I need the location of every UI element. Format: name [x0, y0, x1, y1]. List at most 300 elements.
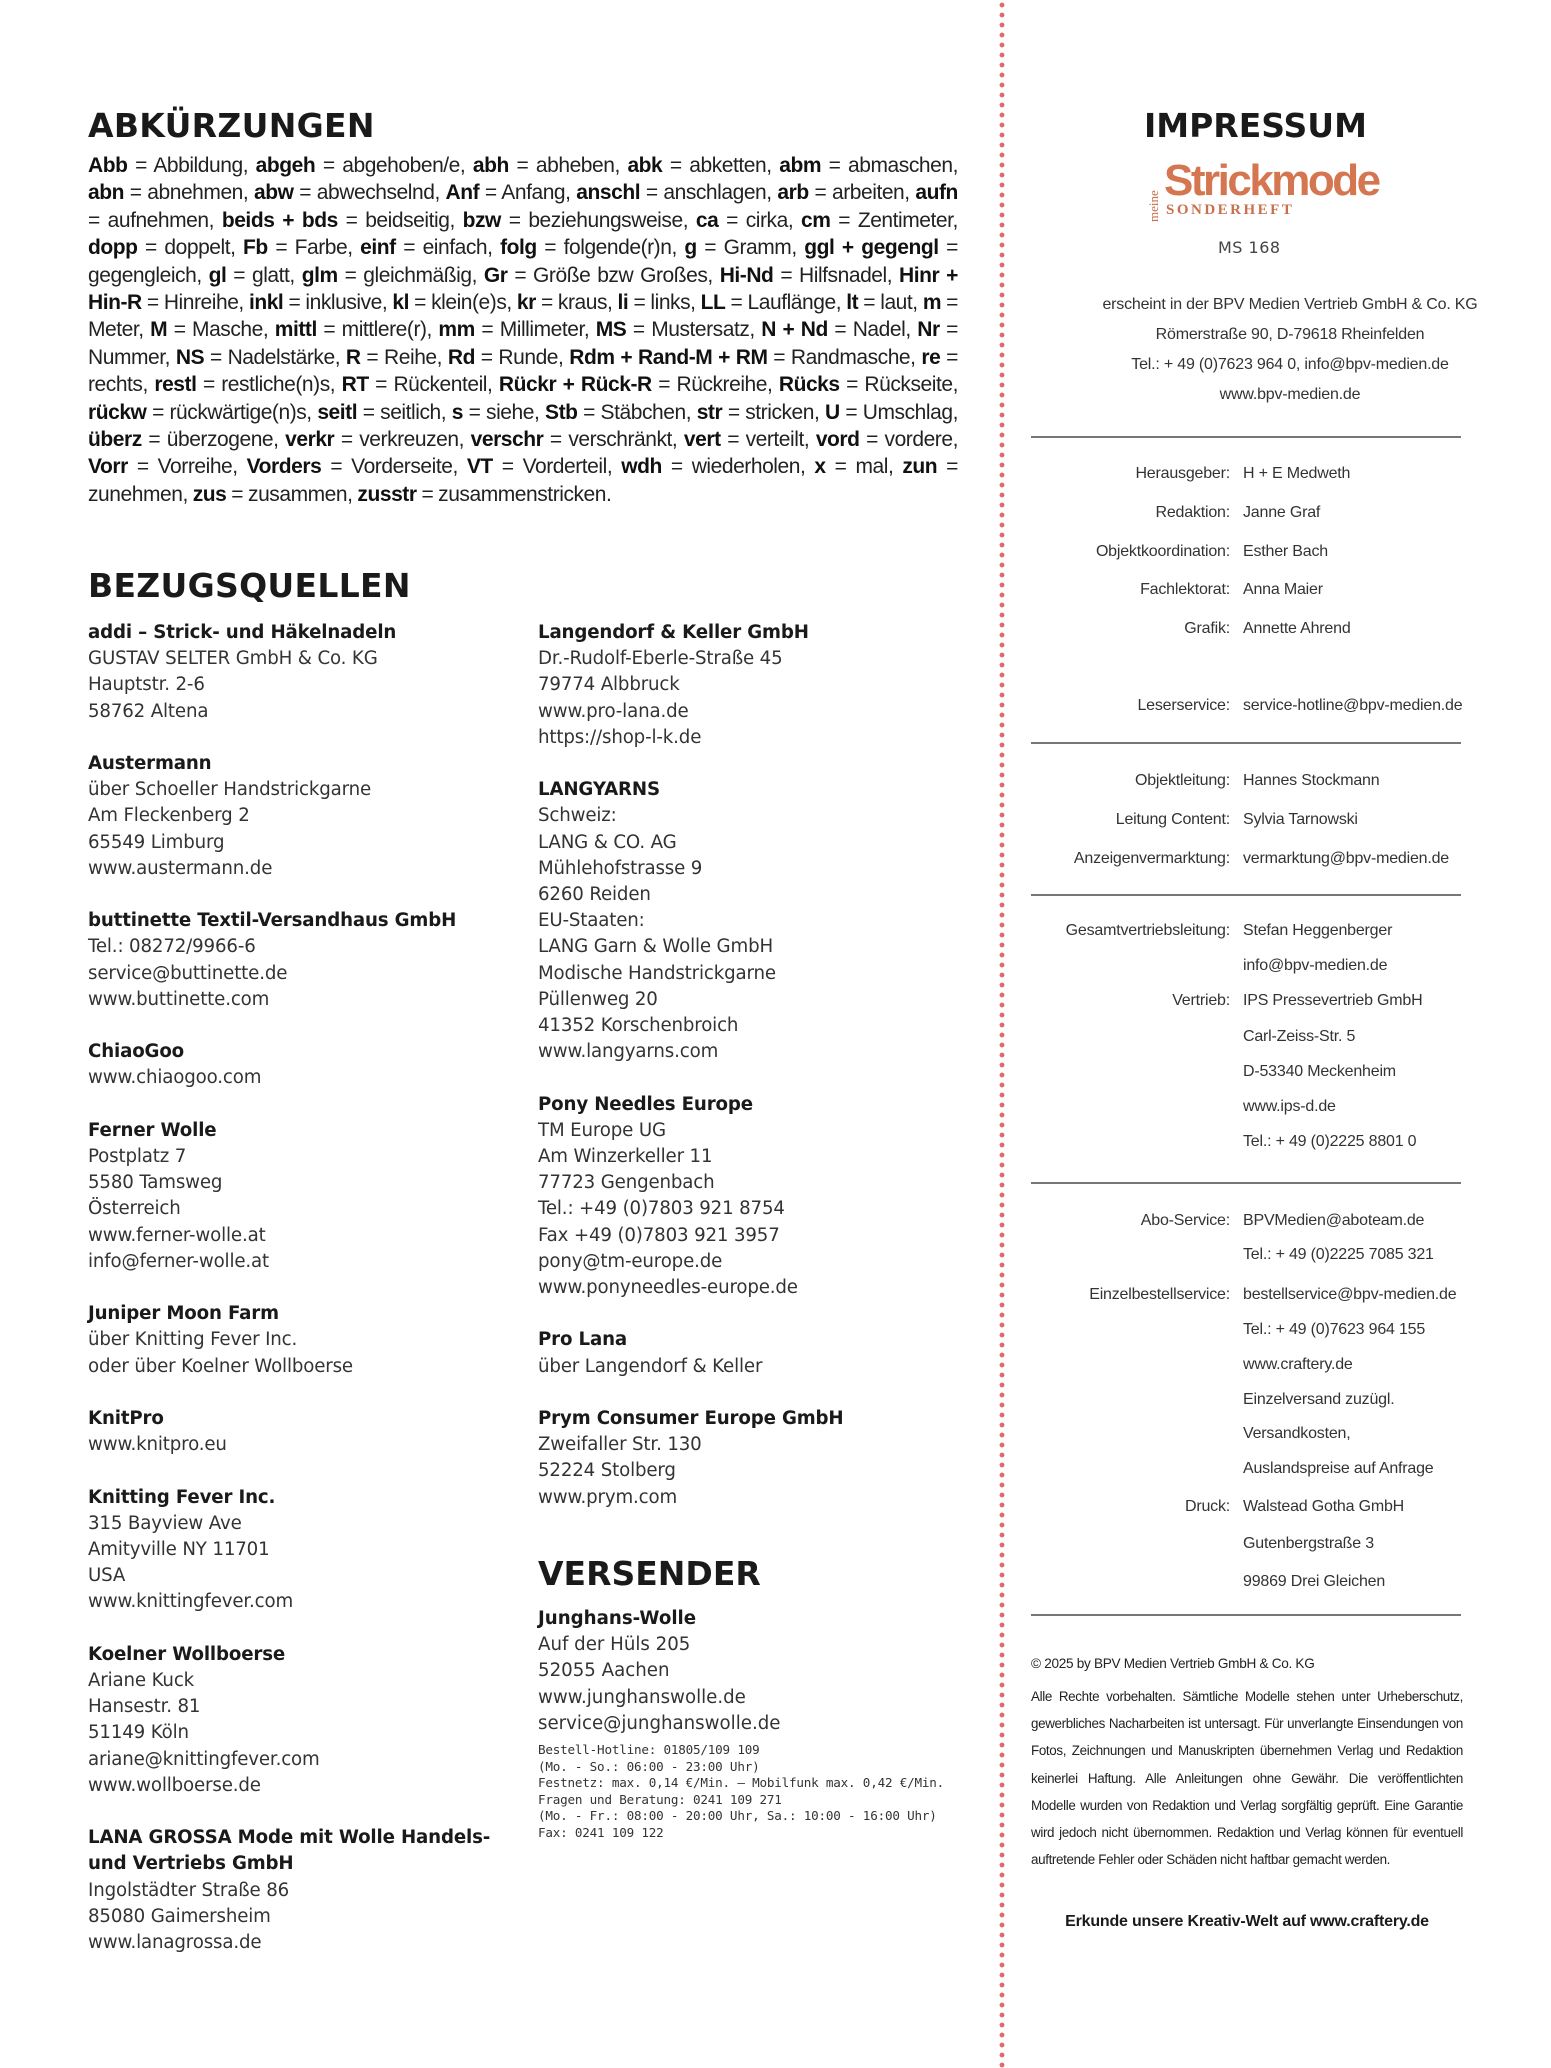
abbr-meaning: Abbildung — [153, 154, 243, 177]
supplier-link[interactable]: info@ferner-wolle.at — [88, 1250, 269, 1272]
abbr-meaning: einfach — [422, 236, 488, 260]
supplier-name: Austermann — [88, 753, 212, 774]
publisher-website[interactable]: www.bpv-medien.de — [1219, 386, 1361, 403]
supplier-link[interactable]: www.pro-lana.de — [538, 700, 689, 722]
abbr-term: Hi-Nd — [719, 263, 774, 287]
abbr-term: abgeh — [255, 154, 316, 177]
abbr-term: str — [696, 400, 723, 424]
abbr-meaning: vordere — [884, 428, 953, 452]
abbr-term: LL — [700, 291, 726, 315]
abbr-meaning: stricken — [745, 400, 815, 424]
abbr-meaning: Nadel — [852, 318, 906, 342]
supplier-entry — [538, 1092, 958, 1302]
abbr-meaning: abheben — [535, 154, 615, 177]
supplier-name: Knitting Fever Inc. — [88, 1486, 276, 1508]
abbr-meaning: abketten — [689, 154, 767, 177]
abkuerzungen-heading: ABKÜRZUNGEN — [88, 106, 375, 145]
supplier-line: 52224 Stolberg — [538, 1460, 676, 1482]
supplier-line: GUSTAV SELTER GmbH & Co. KG — [88, 648, 378, 670]
impressum-value: Annette Ahrend — [1243, 620, 1351, 638]
impressum-row — [1031, 1028, 1531, 1050]
abbr-meaning: Hilfsnadel — [799, 263, 887, 287]
abbr-meaning: Randmasche — [790, 345, 911, 369]
impressum-heading: IMPRESSUM — [1144, 106, 1367, 145]
hotline-line: (Mo. - So.: 06:00 - 23:00 Uhr) — [538, 1758, 760, 1774]
impressum-link[interactable]: www.craftery.de — [1243, 1356, 1353, 1373]
abbr-meaning: Reihe — [384, 345, 437, 369]
impressum-row — [1031, 1063, 1531, 1085]
abbr-meaning: zunehmen — [88, 482, 183, 506]
abbr-term: Rd — [447, 345, 475, 369]
abbr-term: Abb — [88, 154, 128, 177]
supplier-line: LANG & CO. AG — [538, 831, 677, 853]
impressum-row — [1031, 1573, 1531, 1595]
abbr-term: Vorr — [88, 455, 128, 479]
supplier-line: TM Europe UG — [538, 1119, 666, 1141]
abbr-meaning: abnehmen — [147, 181, 243, 205]
abbr-term: x — [814, 455, 826, 479]
abbr-meaning: glatt — [251, 263, 290, 287]
abbr-meaning: arbeiten — [832, 181, 905, 205]
impressum-row — [1031, 1098, 1531, 1120]
supplier-line: über Knitting Fever Inc. — [88, 1329, 298, 1351]
abbr-meaning: Masche — [192, 318, 263, 342]
divider — [1031, 894, 1461, 896]
abbr-meaning: gleichmäßig — [363, 263, 472, 287]
hotline-line: Fax: 0241 109 122 — [538, 1824, 664, 1840]
abbr-term: rückw — [88, 400, 147, 424]
impressum-row — [1031, 1356, 1531, 1378]
abbr-term: verkr — [285, 428, 335, 452]
abbr-term: inkl — [248, 291, 284, 315]
supplier-entry — [88, 908, 508, 1013]
abbr-term: re — [921, 345, 941, 369]
abbr-term: NS — [175, 345, 205, 369]
supplier-entry — [538, 777, 958, 1065]
supplier-line: EU-Staaten: — [538, 910, 645, 932]
divider — [1031, 742, 1461, 744]
abbr-term: Vorders — [246, 455, 322, 479]
copyright-notice: © 2025 by BPV Medien Vertrieb GmbH & Co. KG — [1031, 1656, 1315, 1671]
supplier-entry — [88, 1039, 508, 1091]
abbr-meaning: Rückreihe — [676, 373, 767, 397]
abbr-term: bzw — [462, 208, 501, 232]
abbr-term: ggl + gegengl — [804, 236, 939, 260]
abbr-term: beids + bds — [221, 208, 338, 232]
suppliers-column-b — [538, 620, 958, 1537]
supplier-name: Prym Consumer Europe GmbH — [538, 1408, 844, 1430]
abbr-meaning: aufnehmen — [107, 208, 209, 232]
supplier-line: Tel.: 08272/9966-6 — [88, 936, 256, 958]
abbr-term: Anf — [445, 181, 480, 205]
abbr-term: abk — [627, 154, 663, 177]
supplier-name: LANGYARNS — [538, 779, 660, 801]
hotline-line: Bestell-Hotline: 01805/109 109 — [538, 1742, 760, 1757]
dotted-divider — [998, 0, 1006, 2068]
supplier-entry — [538, 1327, 958, 1379]
supplier-line: 6260 Reiden — [538, 884, 651, 906]
supplier-line: 77723 Gengenbach — [538, 1172, 715, 1194]
abbr-term: mm — [438, 318, 475, 342]
supplier-name: buttinette Textil-Versandhaus GmbH — [88, 910, 457, 932]
impressum-label: Gesamtvertriebsleitung: — [1065, 922, 1230, 939]
abbr-meaning: abwechselnd — [316, 181, 435, 205]
abbr-meaning: Mustersatz — [651, 318, 750, 342]
supplier-line: Am Fleckenberg 2 — [88, 805, 250, 827]
abbr-term: vert — [683, 428, 721, 452]
impressum-row — [1031, 957, 1531, 979]
supplier-link[interactable]: www.langyarns.com — [538, 1041, 719, 1063]
supplier-entry — [88, 1406, 508, 1458]
impressum-label: Fachlektorat: — [1140, 581, 1230, 599]
abbr-term: abm — [779, 154, 822, 177]
supplier-link[interactable]: www.knittingfever.com — [88, 1591, 294, 1613]
abbr-meaning: laut — [880, 291, 913, 315]
supplier-line: über Langendorf & Keller — [538, 1355, 763, 1377]
impressum-row — [1031, 811, 1531, 833]
abbr-meaning: zusammenstricken — [438, 482, 607, 506]
versender-line: 52055 Aachen — [538, 1660, 670, 1682]
impressum-row — [1031, 1212, 1531, 1234]
impressum-value: Versandkosten, — [1243, 1425, 1351, 1442]
abbr-term: restl — [154, 373, 197, 397]
supplier-name: Pony Needles Europe — [538, 1093, 753, 1115]
abbr-term: zusstr — [357, 482, 417, 506]
abbr-term: wdh — [621, 455, 662, 479]
supplier-link[interactable]: www.chiaogoo.com — [88, 1067, 262, 1089]
versender-hotline — [538, 1742, 958, 1842]
abbr-meaning: rückwärtige(n)s — [169, 400, 307, 424]
abbr-term: U — [825, 400, 840, 424]
abbr-meaning: Vorderteil — [522, 455, 607, 479]
abbr-term: MS — [595, 318, 627, 342]
supplier-link[interactable]: www.buttinette.com — [88, 988, 270, 1010]
abbr-meaning: Zentimeter — [857, 208, 953, 232]
abbr-meaning: abgehoben/e — [342, 154, 460, 177]
publisher-line: Römerstraße 90, D-79618 Rheinfelden — [1155, 326, 1425, 343]
impressum-value: Tel.: + 49 (0)2225 7085 321 — [1243, 1246, 1434, 1263]
supplier-line: 51149 Köln — [88, 1722, 189, 1744]
abbr-term: cm — [800, 208, 831, 232]
impressum-label: Objektkoordination: — [1095, 542, 1230, 560]
impressum-row — [1031, 465, 1531, 487]
supplier-name: Langendorf & Keller GmbH — [538, 622, 809, 643]
supplier-link[interactable]: service@buttinette.de — [88, 962, 288, 984]
logo-strickmode: Strickmode — [1164, 156, 1379, 205]
abbr-meaning: klein(e)s — [431, 291, 507, 315]
supplier-name: addi – Strick- und Häkelnadeln — [88, 622, 397, 643]
supplier-name: Juniper Moon Farm — [88, 1303, 279, 1325]
abbr-meaning: links — [650, 291, 691, 315]
abbr-term: Rdm + Rand-M + RM — [569, 345, 768, 369]
abbr-meaning: Umschlag — [862, 400, 953, 424]
supplier-line: Ariane Kuck — [88, 1670, 195, 1691]
impressum-value: 99869 Drei Gleichen — [1243, 1573, 1386, 1590]
impressum-label: Leitung Content: — [1115, 811, 1230, 828]
supplier-line: 315 Bayview Ave — [88, 1512, 242, 1534]
divider — [1031, 436, 1461, 438]
versender-line: Auf der Hüls 205 — [538, 1634, 691, 1656]
impressum-label: Herausgeber: — [1135, 465, 1230, 482]
abbr-meaning: Rückseite — [864, 373, 953, 397]
abbr-meaning: Stäbchen — [600, 400, 686, 424]
impressum-value: IPS Pressevertrieb GmbH — [1243, 992, 1423, 1010]
supplier-entry — [538, 620, 958, 751]
impressum-label: Einzelbestellservice: — [1089, 1286, 1230, 1303]
supplier-line: Österreich — [88, 1198, 181, 1220]
abbr-meaning: verkreuzen — [359, 428, 459, 452]
impressum-row — [1031, 504, 1531, 526]
abbr-term: kl — [392, 291, 410, 315]
abbr-meaning: inklusive — [305, 291, 382, 315]
abbr-meaning: Gramm — [723, 236, 792, 260]
supplier-line: Amityville NY 11701 — [88, 1539, 270, 1560]
abbr-term: überz — [88, 428, 142, 452]
supplier-line: Tel.: +49 (0)7803 921 8754 — [538, 1198, 785, 1220]
supplier-line: Modische Handstrickgarne — [538, 962, 776, 984]
impressum-value: Auslandspreise auf Anfrage — [1243, 1460, 1434, 1477]
supplier-entry — [88, 1118, 508, 1275]
abbr-meaning: überzogene — [166, 428, 274, 452]
impressum-row — [1031, 1425, 1531, 1447]
supplier-entry — [88, 1301, 508, 1380]
abbr-term: abh — [472, 154, 509, 177]
abbr-term: Stb — [545, 400, 578, 424]
impressum-row — [1031, 1246, 1531, 1268]
abbr-term: Nr — [917, 318, 940, 342]
supplier-line: Fax +49 (0)7803 921 3957 — [538, 1224, 780, 1246]
supplier-line: Hansestr. 81 — [88, 1696, 201, 1718]
divider — [1031, 1182, 1461, 1184]
versender-email[interactable]: service@junghanswolle.de — [538, 1712, 781, 1734]
supplier-line: 5580 Tamsweg — [88, 1172, 223, 1194]
supplier-line: 79774 Albbruck — [538, 674, 680, 696]
impressum-row — [1031, 1321, 1531, 1343]
supplier-line: Hauptstr. 2-6 — [88, 674, 205, 696]
supplier-name: Pro Lana — [538, 1329, 628, 1351]
supplier-name: LANA GROSSA Mode mit Wolle Handels- und Vertriebs GmbH — [88, 1827, 491, 1875]
supplier-line: Püllenweg 20 — [538, 988, 658, 1010]
divider — [1031, 1614, 1461, 1616]
supplier-entry — [88, 751, 508, 882]
supplier-line: 65549 Limburg — [88, 831, 225, 853]
supplier-name: Koelner Wollboerse — [88, 1643, 286, 1665]
supplier-link[interactable]: www.wollboerse.de — [88, 1774, 261, 1796]
impressum-link[interactable]: info@bpv-medien.de — [1243, 957, 1388, 975]
abbr-term: g — [684, 236, 697, 260]
publisher-line: Tel.: + 49 (0)7623 964 0, info@bpv-medien.de — [1131, 356, 1449, 373]
impressum-value: Janne Graf — [1243, 503, 1321, 521]
abbr-term: N + Nd — [761, 318, 828, 342]
impressum-value: D-53340 Meckenheim — [1243, 1062, 1396, 1080]
supplier-line: 41352 Korschenbroich — [538, 1015, 739, 1037]
abbr-meaning: Hinreihe — [163, 291, 239, 315]
abbr-meaning: restliche(n)s — [221, 373, 330, 397]
supplier-line: Am Winzerkeller 11 — [538, 1146, 713, 1168]
logo-sonderheft: SONDERHEFT — [1166, 202, 1295, 218]
impressum-row — [1031, 620, 1531, 642]
abbr-term: RT — [341, 373, 369, 397]
abbr-meaning: zusammen — [248, 482, 348, 506]
abbr-term: Rücks — [778, 373, 840, 397]
abbr-meaning: Millimeter — [499, 318, 584, 342]
supplier-link[interactable]: https://shop-l-k.de — [538, 726, 702, 748]
abbr-term: Gr — [483, 263, 508, 287]
impressum-row — [1031, 850, 1531, 872]
impressum-value: Sylvia Tarnowski — [1243, 811, 1358, 828]
issue-number: MS 168 — [1218, 238, 1281, 257]
legal-notice: Alle Rechte vorbehalten. Sämtliche Modelle stehen unter Urheberschutz, gewerbliches Nacharbeiten ist untersagt. Für unverlangte Einsendungen von Fotos, Zeichnungen und Manuskripten übernehmen Verlag und Redaktion keinerlei Haftung. Alle Anleitungen ohne Gewähr. Die veröffentlichten Modelle wurden von Redaktion und Verlag sorgfältig geprüft. Eine Garantie wird jedoch nicht übernommen. Redaktion und Verlag können für eventuell auftretende Fehler oder Schäden nicht haftbar gemacht werden. — [1031, 1689, 1463, 1868]
supplier-link[interactable]: www.lanagrossa.de — [88, 1932, 262, 1954]
impressum-label: Vertrieb: — [1172, 992, 1230, 1010]
craftery-footer[interactable]: Erkunde unsere Kreativ-Welt auf www.craftery.de — [1065, 1913, 1429, 1930]
impressum-value: Carl-Zeiss-Str. 5 — [1243, 1027, 1356, 1045]
impressum-value: H + E Medweth — [1243, 465, 1351, 482]
impressum-row — [1031, 697, 1531, 719]
supplier-link[interactable]: www.ponyneedles-europe.de — [538, 1277, 798, 1299]
impressum-label: Grafik: — [1184, 620, 1230, 638]
logo-meine: meine — [1146, 190, 1161, 222]
supplier-link[interactable]: www.knitpro.eu — [88, 1434, 227, 1456]
supplier-line: Schweiz: — [538, 805, 617, 827]
impressum-value: Esther Bach — [1243, 542, 1328, 560]
abbr-meaning: rechts — [88, 373, 143, 397]
abbr-term: aufn — [915, 181, 958, 205]
supplier-line: über Schoeller Handstrickgarne — [88, 779, 372, 801]
abbr-term: VT — [466, 455, 493, 479]
supplier-line: USA — [88, 1565, 126, 1587]
abbr-term: vord — [815, 428, 860, 452]
abbr-meaning: beziehungsweise — [528, 208, 683, 232]
abbr-term: kr — [516, 291, 536, 315]
abbr-meaning: Runde — [498, 345, 559, 369]
supplier-entry — [88, 620, 508, 725]
impressum-label: Anzeigenvermarktung: — [1073, 850, 1230, 867]
abbr-term: zus — [192, 482, 227, 506]
supplier-entry — [88, 1642, 508, 1799]
versender-name: Junghans-Wolle — [538, 1608, 697, 1629]
supplier-link[interactable]: www.austermann.de — [88, 857, 273, 879]
versender-heading: VERSENDER — [538, 1554, 761, 1593]
abbr-meaning: kraus — [557, 291, 608, 315]
abbr-meaning: siehe — [486, 400, 534, 424]
abbr-meaning: Größe bzw Großes — [533, 263, 708, 287]
impressum-row — [1031, 1460, 1531, 1482]
hotline-line: Festnetz: max. 0,14 €/Min. – Mobilfunk max. 0,42 €/Min. — [538, 1775, 945, 1791]
impressum-value: Tel.: + 49 (0)7623 964 155 — [1243, 1321, 1426, 1338]
supplier-entry — [88, 1485, 508, 1616]
supplier-link[interactable]: ariane@knittingfever.com — [88, 1748, 320, 1770]
abbr-term: Hinr + Hin-R — [88, 263, 958, 315]
abbr-meaning: Nadelstärke — [227, 345, 335, 369]
abbr-term: zun — [902, 455, 938, 479]
supplier-line: 85080 Gaimersheim — [88, 1905, 271, 1927]
impressum-label: Redaktion: — [1155, 503, 1230, 521]
hotline-line: Fragen und Beratung: 0241 109 271 — [538, 1791, 782, 1807]
abbr-meaning: Farbe — [294, 236, 348, 260]
versender-link[interactable]: www.junghanswolle.de — [538, 1686, 746, 1708]
impressum-value: Tel.: + 49 (0)2225 8801 0 — [1243, 1133, 1417, 1151]
hotline-line: (Mo. - Fr.: 08:00 - 20:00 Uhr, Sa.: 10:00 - 16:00 Uhr) — [538, 1808, 937, 1824]
impressum-value: Anna Maier — [1243, 581, 1323, 599]
impressum-row — [1031, 1535, 1531, 1557]
abbr-meaning: beidseitig — [365, 208, 450, 232]
impressum-row — [1031, 1391, 1531, 1413]
abkuerzungen-list: Abb = Abbildung, abgeh = abgehoben/e, abh = abheben, abk = abketten, abm = abmaschen, abn = abnehmen, abw = abwechselnd, Anf = Anfang, anschl = anschlagen, arb = arbeiten, aufn = aufnehmen, beids + bds = beidseitig, bzw = beziehungsweise, ca = cirka, cm = Zentimeter, dopp = doppelt, Fb = Farbe, einf = einfach, folg = folgende(r)n, g = Gramm, ggl + gegengl = gegengleich, gl = glatt, glm = gleichmäßig, Gr = Größe bzw Großes, Hi-Nd = Hilfsnadel, Hinr + Hin-R = Hinreihe, inkl = inklusive, kl = klein(e)s, kr = kraus, li = links, LL = Lauflänge, lt = laut, m = Meter, M = Masche, mittl = mittlere(r), mm = Millimeter, MS = Mustersatz, N + Nd = Nadel, Nr = Nummer, NS = Nadelstärke, R = Reihe, Rd = Runde, Rdm + Rand-M + RM = Randmasche, re = rechts, restl = restliche(n)s, RT = Rückenteil, Rückr + Rück-R = Rückreihe, Rücks = Rückseite, rückw = rückwärtige(n)s, seitl = seitlich, s = siehe, Stb = Stäbchen, str = stricken, U = Umschlag, überz = überzogene, verkr = verkreuzen, verschr = verschränkt, vert = verteilt, vord = vordere, Vorr = Vorreihe, Vorders = Vorderseite, VT = Vorderteil, wdh = wiederholen, x = mal, zun = zunehmen, zus = zusammen, zusstr = zusammenstricken. — [88, 154, 958, 506]
abbr-term: abw — [254, 181, 294, 205]
abbr-meaning: Anfang — [501, 181, 566, 205]
abbr-term: dopp — [88, 236, 138, 260]
supplier-name: KnitPro — [88, 1408, 164, 1429]
abbr-term: li — [617, 291, 629, 315]
abbr-meaning: Lauflänge — [747, 291, 836, 315]
abbr-term: m — [922, 291, 942, 315]
supplier-entry — [538, 1406, 958, 1511]
abbr-term: arb — [777, 181, 809, 205]
abbr-term: mittl — [274, 318, 317, 342]
abbr-meaning: mal — [855, 455, 888, 479]
impressum-label: Druck: — [1184, 1498, 1230, 1515]
impressum-link[interactable]: service-hotline@bpv-medien.de — [1243, 697, 1463, 714]
suppliers-column-a — [88, 620, 508, 1982]
abbr-term: einf — [360, 236, 396, 260]
abbr-meaning: anschlagen — [663, 181, 767, 205]
impressum-link[interactable]: BPVMedien@aboteam.de — [1243, 1212, 1425, 1229]
impressum-row — [1031, 1133, 1531, 1155]
supplier-link[interactable]: www.ferner-wolle.at — [88, 1224, 266, 1246]
abbr-meaning: gegengleich — [88, 263, 197, 287]
supplier-line: Mühlehofstrasse 9 — [538, 857, 703, 879]
impressum-link[interactable]: www.ips-d.de — [1243, 1098, 1336, 1115]
versender-address — [538, 1606, 958, 1737]
supplier-entry — [88, 1825, 508, 1956]
impressum-row — [1031, 1498, 1531, 1520]
impressum-label: Leserservice: — [1137, 697, 1230, 714]
abbr-term: verschr — [470, 428, 544, 452]
supplier-line: Postplatz 7 — [88, 1146, 187, 1167]
impressum-value: Walstead Gotha GmbH — [1243, 1498, 1405, 1515]
supplier-line: 58762 Altena — [88, 700, 209, 722]
impressum-link[interactable]: bestellservice@bpv-medien.de — [1243, 1286, 1457, 1303]
supplier-line: Dr.-Rudolf-Eberle-Straße 45 — [538, 648, 783, 670]
abbr-meaning: seitlich — [380, 400, 441, 424]
impressum-value: Stefan Heggenberger — [1243, 922, 1393, 939]
strickmode-logo — [1146, 156, 1379, 224]
abbr-term: s — [451, 400, 463, 424]
supplier-link[interactable]: www.prym.com — [538, 1486, 678, 1508]
impressum-label: Abo-Service: — [1140, 1212, 1230, 1229]
supplier-line: Ingolstädter Straße 86 — [88, 1879, 290, 1901]
abbr-meaning: Vorderseite — [351, 455, 453, 479]
impressum-row — [1031, 922, 1531, 944]
impressum-row — [1031, 992, 1531, 1014]
abbr-meaning: verschränkt — [568, 428, 672, 452]
abbr-term: seitl — [317, 400, 358, 424]
supplier-link[interactable]: pony@tm-europe.de — [538, 1250, 723, 1272]
supplier-line: oder über Koelner Wollboerse — [88, 1355, 353, 1377]
impressum-row — [1031, 772, 1531, 794]
supplier-line: Zweifaller Str. 130 — [538, 1434, 702, 1456]
impressum-link[interactable]: vermarktung@bpv-medien.de — [1243, 850, 1450, 867]
impressum-value: Gutenbergstraße 3 — [1243, 1535, 1374, 1552]
abbr-term: lt — [846, 291, 859, 315]
abbr-meaning: wiederholen — [691, 455, 800, 479]
abbr-meaning: Nummer — [88, 345, 165, 369]
abbr-term: Fb — [243, 236, 268, 260]
impressum-row — [1031, 581, 1531, 603]
abbr-meaning: abmaschen — [848, 154, 953, 177]
abbr-term: R — [345, 345, 361, 369]
